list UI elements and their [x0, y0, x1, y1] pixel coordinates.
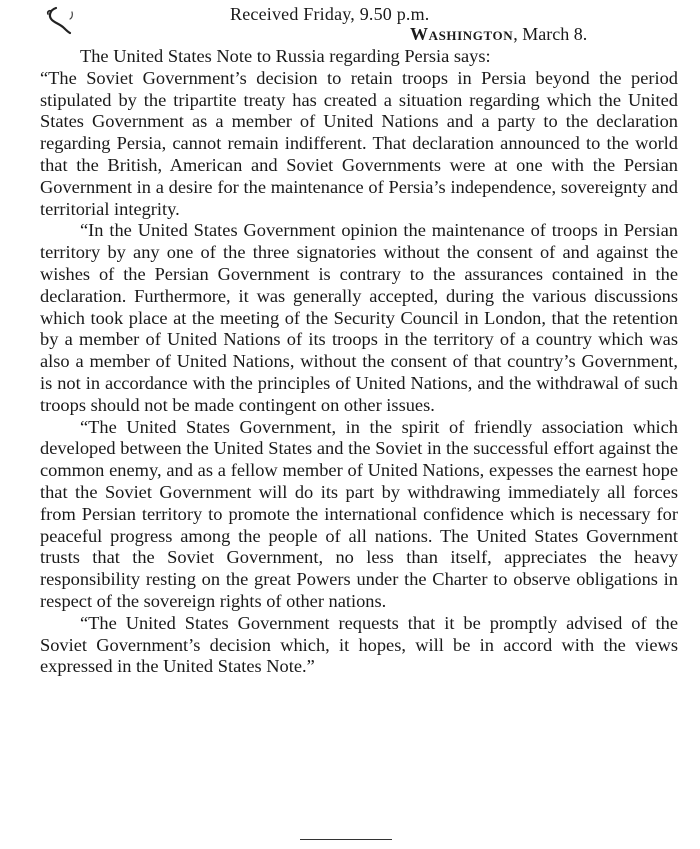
received-timestamp: Received Friday, 9.50 p.m. — [230, 4, 430, 24]
handwritten-mark-icon — [42, 6, 76, 36]
article-paragraph-4: “The United States Government requests that it be promptly advised of the Soviet Government’s decision which, it hopes, will be in accord with the views expressed in the United States Note.” — [40, 612, 678, 677]
end-rule — [300, 839, 392, 840]
article-paragraph-2: “In the United States Government opinion the maintenance of troops in Persian territory by any one of the three signatories without the consent of and against the wishes of the Persian Government is contrary to the assurances contained in the declaration. Furthermore, it was generally accepted, during the various discussions which took place at the meeting of the Security Council in London, that the retention by a member of United Nations of its troops in the territory of a country which was also a member of United Nations, without the consent of that country’s Government, is not in accordance with the principles of United Nations, and the withdrawal of such troops should not be made contingent on other issues. — [40, 220, 678, 415]
article-intro: The United States Note to Russia regarding Persia says: — [80, 46, 491, 66]
article-paragraph-1: “The Soviet Government’s decision to retain troops in Persia beyond the period stipulated by the tripartite treaty has created a situation regarding which the United States Government as a member of United Nations and a party to the declaration regarding Persia, cannot remain indifferent. That declaration announced to the world that the British, American and Soviet Governments were at one with the Persian Government in a desire for the maintenance of Persia’s independence, sovereignty and territorial integrity. — [40, 67, 678, 219]
dateline — [410, 24, 587, 45]
article-paragraph-3: “The United States Government, in the spirit of friendly association which developed between the United States and the Soviet in the successful effort against the common enemy, and as a fellow member of United Nations, expesses the earnest hope that the Soviet Government will do its part by withdrawing immediately all forces from Persian territory to promote the international confidence which is necessary for peaceful progress among the people of all nations. The United States Government trusts that the Soviet Government, no less than itself, appreciates the heavy responsibility resting on the great Powers under the Charter to observe obligations in respect of the sovereign rights of other nations. — [40, 416, 678, 611]
dateline-date: , March 8. — [513, 24, 588, 44]
article-body — [40, 46, 678, 678]
dateline-place: Washington — [410, 24, 514, 44]
